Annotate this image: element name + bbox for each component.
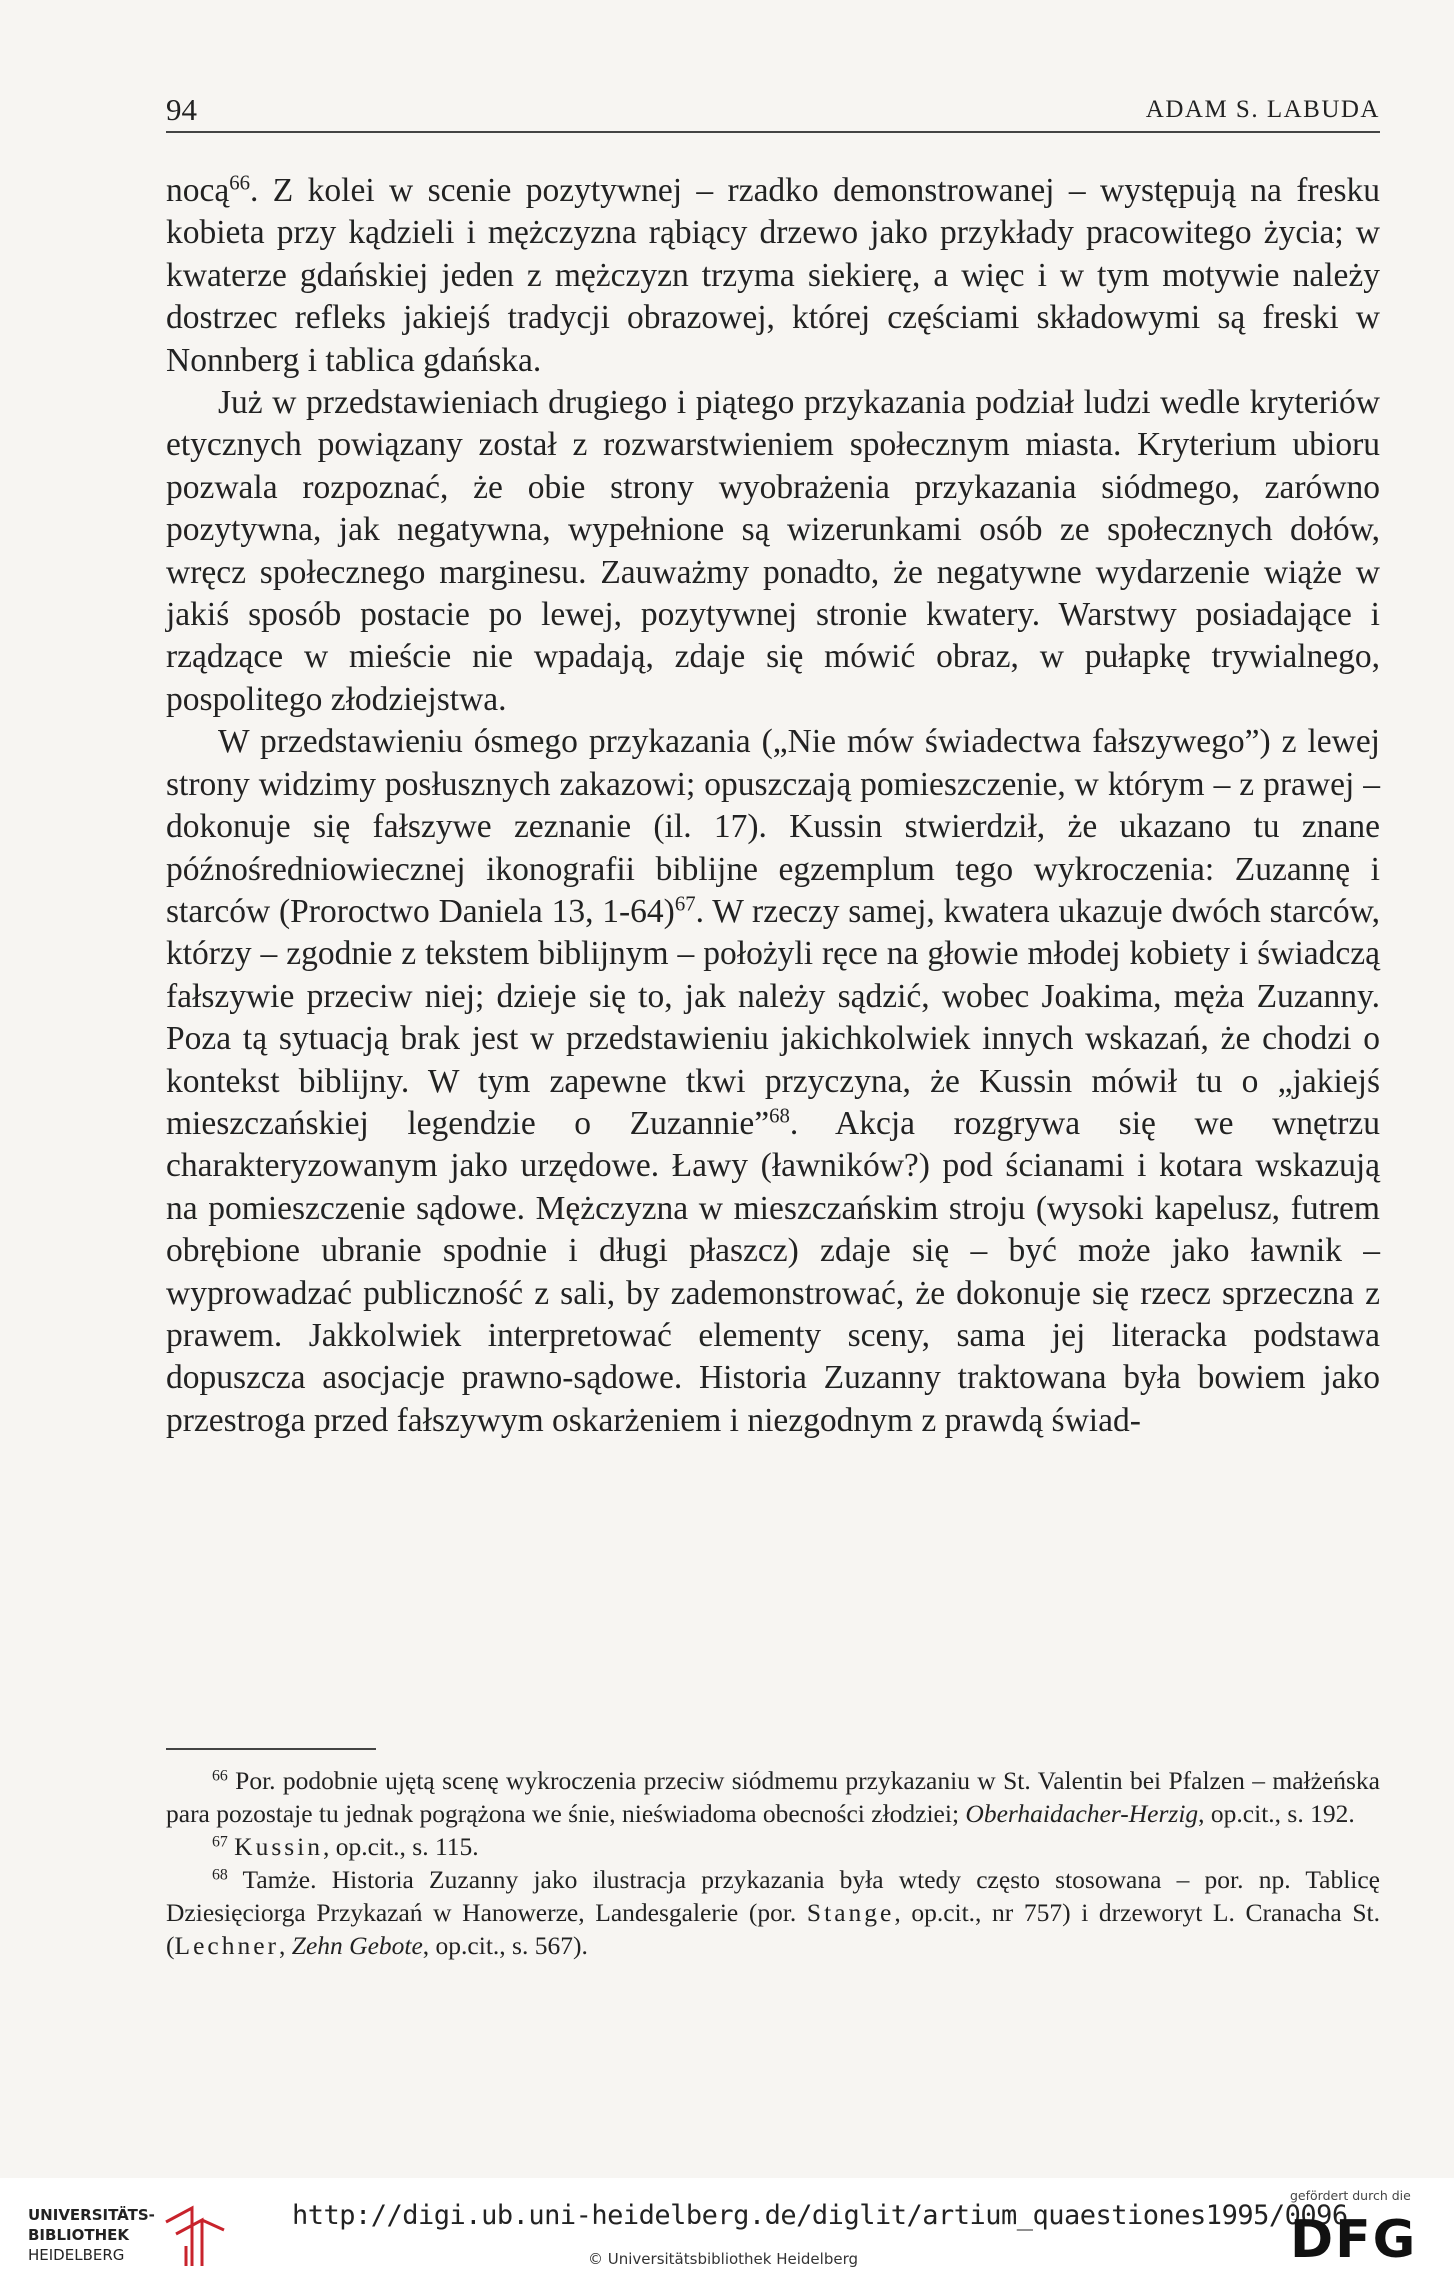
footnote-67: $^{67}$ Kussin, op.cit., s. 115.: [212, 1832, 479, 1861]
permalink-url[interactable]: http://digi.ub.uni-heidelberg.de/diglit/artium_quaestiones1995/0096: [292, 2200, 1348, 2231]
library-name-line-1: UNIVERSITÄTS-: [28, 2206, 155, 2224]
library-name-line-3: HEIDELBERG: [28, 2246, 125, 2264]
dfg-logo[interactable]: [1290, 2188, 1440, 2280]
paragraph-3: W przedstawieniu ósmego przykazania („Nie mów świadectwa fałszywego”) z lewej strony widzimy posłusznych zakazowi; opuszczają pomieszczenie, w którym – z prawej – dokonuje się fałszywe zeznanie (il. 17). Kussin stwierdził, że ukazano tu znane późnośredniowiecznej ikonografii biblijne egzemplum tego wykroczenia: Zuzannę i starców (Proroctwo Daniela 13, 1-64)$^{67}$. W rzeczy samej, kwatera ukazuje dwóch starców, którzy – zgodnie z tekstem biblijnym – położyli ręce na głowie młodej kobiety i świadczą fałszywie przeciw niej; dzieje się to, jak należy sądzić, wobec Joakima, męża Zuzanny. Poza tą sytuacją brak jest w przedstawieniu jakichkolwiek innych wskazań, że chodzi o kontekst biblijny. W tym zapewne tkwi przyczyna, że Kussin mówił tu o „jakiejś mieszczańskiej legendzie o Zuzannie”$^{68}$. Akcja rozgrywa się we wnętrzu charakteryzowanym jako urzędowe. Ławy (ławników?) pod ścianami i kotara wskazują na pomieszczenie sądowe. Mężczyzna w mieszczańskim stroju (wysoki kapelusz, futrem obrębione ubranie spodnie i długi płaszcz) zdaje się – być może jako ławnik – wyprowadzać publiczność z sali, by zademonstrować, że dokonuje się rzecz sprzeczna z prawem. Jakkolwiek interpretować elementy sceny, sama jej literacka podstawa dopuszcza asocjacje prawno-sądowe. Historia Zuzanny traktowana była bowiem jako przestroga przed fałszywym oskarżeniem i niezgodnym z prawdą świad-: [166, 723, 1380, 1439]
footnotes: [166, 1764, 1380, 1962]
viewer-footer: [0, 2178, 1454, 2284]
page-header: [166, 92, 1380, 128]
page-number: 94: [166, 92, 197, 127]
paragraph-1: nocą$^{66}$. Z kolei w scenie pozytywnej – rzadko demonstrowanej – występują na fresku kobieta przy kądzieli i mężczyzna rąbiący drzewo jako przykłady pracowitego życia; w kwaterze gdańskiej jeden z mężczyzn trzyma siekierę, a więc i w tym motywie należy dostrzec refleks jakiejś tradycji obrazowej, której częściami składowymi są freski w Nonnberg i tablica gdańska.: [166, 171, 1380, 379]
header-rule: [166, 131, 1380, 133]
footnote-ref-66[interactable]: 66: [229, 171, 251, 195]
footnote-rule: [166, 1748, 376, 1750]
running-head: ADAM S. LABUDA: [1145, 96, 1380, 123]
footnote-68: $^{68}$ Tamże. Historia Zuzanny jako ilustracja przykazania była wtedy często stosowana – por. np. Tablicę Dziesięciorga Przykazań w Hanowerze, Landesgalerie (por. Stange, op.cit., nr 757) i drzeworyt L. Cranacha St. (Lechner, Zehn Gebote, op.cit., s. 567).: [166, 1865, 1381, 1960]
footnote-ref-67[interactable]: 67: [674, 892, 696, 916]
body-text: [166, 170, 1380, 1442]
copyright-notice: © Universitätsbibliothek Heidelberg: [588, 2250, 859, 2268]
library-mark-icon: [162, 2204, 228, 2270]
funding-caption: gefördert durch die: [1290, 2188, 1411, 2203]
paragraph-2: Już w przedstawieniach drugiego i piątego przykazania podział ludzi wedle kryteriów etycznych powiązany został z rozwarstwieniem społecznym miasta. Kryterium ubioru pozwala rozpoznać, że obie strony wyobrażenia przykazania siódmego, zarówno pozytywna, jak negatywna, wypełnione są wizerunkami osób ze społecznych dołów, wręcz społecznego marginesu. Zauważmy ponadto, że negatywne wydarzenie wiąże w jakiś sposób postacie po lewej, pozytywnej stronie kwatery. Warstwy posiadające i rządzące w mieście nie wpadają, zdaje się mówić obraz, w pułapkę trywialnego, pospolitego złodziejstwa.: [166, 384, 1380, 718]
library-logo[interactable]: [28, 2202, 248, 2272]
library-name-line-2: BIBLIOTHEK: [28, 2226, 129, 2244]
footnote-ref-68[interactable]: 68: [769, 1104, 790, 1128]
dfg-logo-text: DFG: [1290, 2210, 1418, 2270]
footnote-66: $^{66}$ Por. podobnie ujętą scenę wykroczenia przeciw siódmemu przykazaniu w St. Valentin bei Pfalzen – małżeńska para pozostaje tu jednak pogrążona we śnie, nieświadoma obecności złodziei; Oberhaidacher-Herzig, op.cit., s. 192.: [166, 1766, 1380, 1828]
